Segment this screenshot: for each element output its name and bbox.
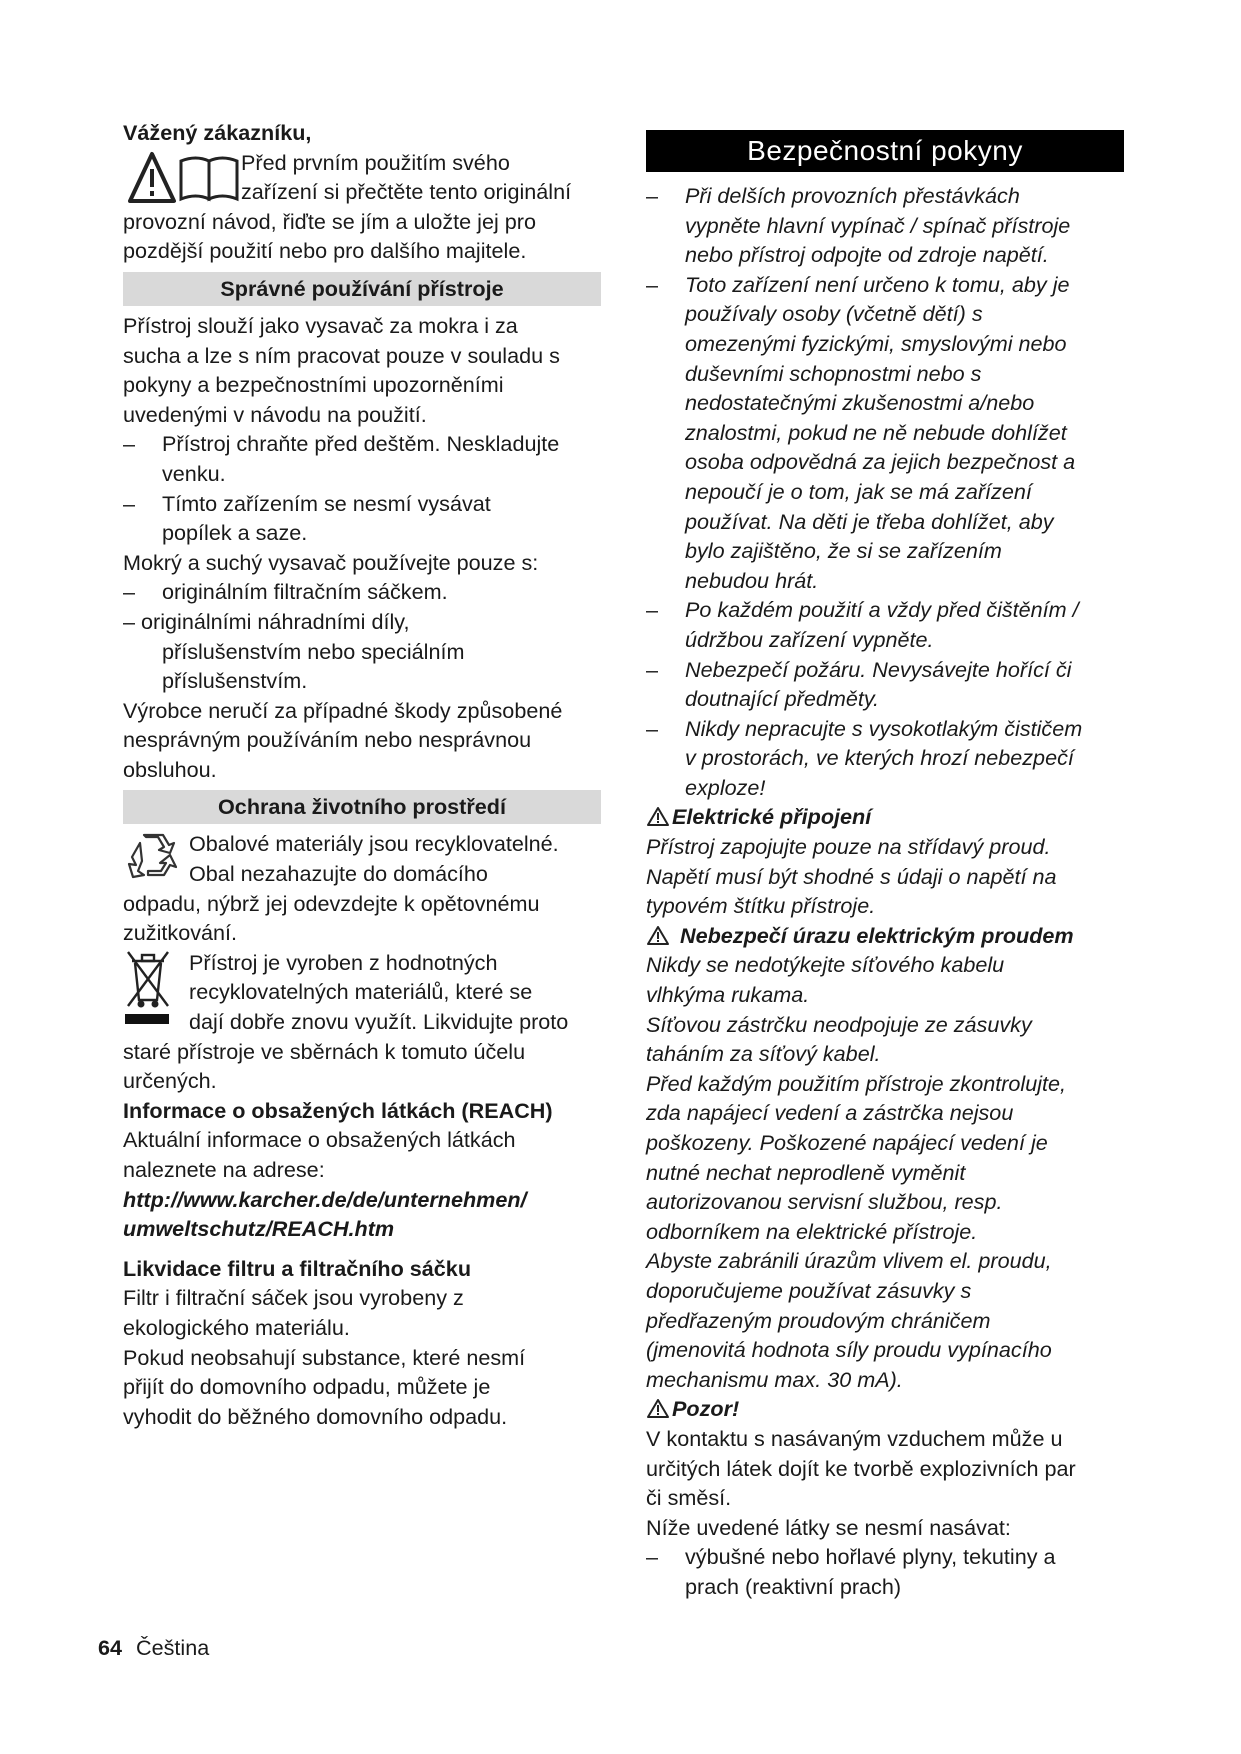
dash: –: [646, 715, 659, 741]
warning-icon: [646, 806, 670, 827]
list-item-text: nebudou hrát.: [685, 567, 819, 593]
shock-line-1: Nikdy se nedotýkejte síťového kabelu: [646, 952, 1005, 978]
caution-line-3: či směsí.: [646, 1485, 732, 1511]
list-item-text: údržbou zařízení vypněte.: [685, 626, 934, 652]
warning-icon: [646, 925, 670, 946]
list-item-text: v prostorách, ve kterých hrozí nebezpečí: [685, 745, 1074, 771]
list-item-text: znalostmi, pokud ne ně nebude dohlížet: [685, 419, 1067, 445]
language-label: Čeština: [136, 1635, 210, 1660]
usage-bullet-2-line-2: příslušenstvím nebo speciálním: [162, 638, 465, 664]
list-item-text: výbušné nebo hořlavé plyny, tekutiny a: [685, 1544, 1056, 1570]
shock-line-5: Před každým použitím přístroje zkontrolujte,: [646, 1070, 1067, 1096]
proper-use-line-1: Přístroj slouží jako vysavač za mokra i za: [123, 312, 518, 338]
recycle-line-1: Obalové materiály jsou recyklovatelné.: [189, 831, 559, 857]
filter-line-2: ekologického materiálu.: [123, 1314, 350, 1340]
intro-line-3: provozní návod, řiďte se jím a uložte jej pro: [123, 208, 536, 234]
shock-line-11: Abyste zabránili úrazům vlivem el. proudu,: [646, 1248, 1052, 1274]
dash: –: [646, 597, 659, 623]
filter-heading: Likvidace filtru a filtračního sáčku: [123, 1255, 472, 1281]
dash: –: [123, 579, 136, 605]
electric-heading: [646, 802, 1124, 832]
page-number: 64: [98, 1635, 123, 1660]
list-item: [646, 595, 1124, 654]
weee-line-4: staré přístroje ve sběrnách k tomuto účelu: [123, 1038, 526, 1064]
section-heading-safety: Bezpečnostní pokyny: [646, 130, 1124, 172]
list-item-text: exploze!: [685, 774, 766, 800]
list-item: [123, 489, 601, 548]
proper-use-line-2: sucha a lze s ním pracovat pouze v souladu s: [123, 342, 560, 368]
recycle-line-4: zužitkování.: [123, 920, 238, 946]
list-item-text: Při delších provozních přestávkách: [685, 183, 1020, 208]
weee-line-5: určených.: [123, 1068, 217, 1094]
dash: –: [646, 656, 659, 682]
shock-line-7: poškozeny. Poškozené napájecí vedení je: [646, 1130, 1048, 1155]
list-item-text: omezenými fyzickými, smyslovými nebo: [685, 330, 1067, 356]
intro-line-1: Před prvním použitím svého: [241, 149, 510, 175]
list-item-text: venku.: [162, 460, 226, 486]
liability-line-3: obsluhou.: [123, 756, 217, 782]
dash: –: [646, 183, 659, 208]
intro-block: [123, 148, 601, 266]
reach-url-line-1: http://www.karcher.de/de/unternehmen/: [123, 1186, 527, 1212]
section-heading-proper-use: Správné používání přístroje: [123, 272, 601, 306]
list-item: [646, 270, 1124, 596]
electric-heading-text: Elektrické připojení: [672, 804, 872, 830]
list-item: [646, 1542, 1124, 1601]
recycle-line-3: odpadu, nýbrž jej odevzdejte k opětovnému: [123, 890, 540, 916]
list-item-text: nebo přístroj odpojte od zdroje napětí.: [685, 242, 1049, 268]
list-item-text: osoba odpovědná za jejich bezpečnost a: [685, 449, 1076, 475]
shock-line-8: nutné nechat neprodleně vyměnit: [646, 1159, 966, 1185]
dash: –: [646, 1544, 659, 1570]
list-item-text: originálním filtračním sáčkem.: [162, 579, 448, 605]
dash: –: [646, 271, 659, 297]
list-item-text: nedostatečnými zkušenostmi a/nebo: [685, 390, 1035, 416]
shock-line-10: odborníkem na elektrické přístroje.: [646, 1218, 978, 1244]
list-item-text: popílek a saze.: [162, 520, 308, 546]
caution-heading-text: Pozor!: [672, 1396, 740, 1422]
section-heading-environment: Ochrana životního prostředí: [123, 790, 601, 824]
proper-use-line-4: uvedenými v návodu na použití.: [123, 401, 427, 427]
weee-line-3: dají dobře znovu využít. Likvidujte proto: [189, 1009, 569, 1035]
list-item-text: duševními schopnostmi nebo s: [685, 360, 982, 386]
page-footer: [98, 1635, 209, 1661]
reach-line-2: naleznete na adrese:: [123, 1157, 325, 1182]
right-column: [646, 130, 1124, 1602]
reach-line-1: Aktuální informace o obsažených látkách: [123, 1127, 516, 1153]
proper-use-line-3: pokyny a bezpečnostními upozorněními: [123, 372, 504, 398]
shock-line-6: zda napájecí vedení a zástrčka nejsou: [646, 1100, 1014, 1126]
filter-line-3: Pokud neobsahují substance, které nesmí: [123, 1344, 526, 1370]
list-item-text: používaly osoby (včetně dětí) s: [685, 301, 983, 327]
list-item-text: doutnající předměty.: [685, 686, 880, 712]
caution-heading: [646, 1394, 1124, 1424]
recycle-line-2: Obal nezahazujte do domácího: [189, 861, 488, 887]
list-item: [123, 429, 601, 488]
warning-manual-icon: [127, 151, 242, 207]
list-item-text: Nikdy nepracujte s vysokotlakým čističem: [685, 715, 1083, 741]
reach-url-line-2: umweltschutz/REACH.htm: [123, 1216, 395, 1242]
caution-line-4: Níže uvedené látky se nesmí nasávat:: [646, 1514, 1011, 1540]
list-item-text: Toto zařízení není určeno k tomu, aby je: [685, 271, 1070, 297]
filter-line-4: přijít do domovního odpadu, můžete je: [123, 1374, 491, 1400]
list-item: [646, 714, 1124, 803]
usage-bullet-2-line-3: příslušenstvím.: [162, 668, 308, 694]
liability-line-1: Výrobce neručí za případné škody způsobené: [123, 697, 563, 723]
shock-line-14: (jmenovitá hodnota síly proudu vypínacího: [646, 1337, 1052, 1363]
greeting: Vážený zákazníku,: [123, 120, 312, 145]
list-item: [123, 577, 601, 607]
shock-line-9: autorizovanou servisní službou, resp.: [646, 1189, 1003, 1215]
usage-bullet-2-line-1: – originálními náhradními díly,: [123, 608, 410, 634]
list-item-text: bylo zajištěno, že si se zařízením: [685, 538, 1002, 564]
liability-line-2: nesprávným používáním nebo nesprávnou: [123, 727, 532, 753]
electric-line-1: Přístroj zapojujte pouze na střídavý proud.: [646, 834, 1051, 860]
list-item: [646, 181, 1124, 270]
list-item-text: Přístroj chraňte před deštěm. Neskladujte: [162, 431, 560, 457]
shock-line-4: taháním za síťový kabel.: [646, 1041, 881, 1067]
reach-heading: Informace o obsažených látkách (REACH): [123, 1097, 553, 1123]
caution-line-1: V kontaktu s nasávaným vzduchem může u: [646, 1425, 1063, 1451]
list-item: [646, 655, 1124, 714]
usage-intro: Mokrý a suchý vysavač používejte pouze s:: [123, 549, 539, 575]
shock-line-12: doporučujeme používat zásuvky s: [646, 1277, 972, 1303]
filter-line-5: vyhodit do běžného domovního odpadu.: [123, 1403, 508, 1429]
caution-line-2: určitých látek dojít ke tvorbě explozivních par: [646, 1455, 1076, 1481]
dash: –: [123, 431, 136, 457]
weee-block: [123, 948, 601, 1096]
crossed-bin-icon: [123, 948, 173, 1032]
list-item-text: Tímto zařízením se nesmí vysávat: [162, 490, 491, 516]
filter-line-1: Filtr i filtrační sáček jsou vyrobeny z: [123, 1285, 464, 1311]
left-column: [123, 118, 601, 1431]
electric-line-2: Napětí musí být shodné s údaji o napětí na: [646, 863, 1057, 889]
intro-line-2: zařízení si přečtěte tento originální: [241, 179, 572, 205]
shock-heading: [646, 921, 1124, 951]
shock-line-3: Síťovou zástrčku neodpojuje ze zásuvky: [646, 1011, 1032, 1037]
intro-line-4: pozdější použití nebo pro dalšího majitele.: [123, 238, 527, 264]
warning-icon: [646, 1398, 670, 1419]
shock-heading-text: Nebezpečí úrazu elektrickým proudem: [680, 922, 1074, 948]
shock-line-2: vlhkýma rukama.: [646, 982, 810, 1008]
list-item-text: vypněte hlavní vypínač / spínač přístroje: [685, 212, 1071, 238]
list-item-text: Nebezpečí požáru. Nevysávejte hořící či: [685, 656, 1072, 682]
list-item-text: Po každém použití a vždy před čištěním /: [685, 597, 1079, 623]
dash: –: [123, 490, 136, 516]
list-item-text: nepoučí je o tom, jak se má zařízení: [685, 478, 1032, 504]
list-item-text: prach (reaktivní prach): [685, 1573, 902, 1599]
shock-line-15: mechanismu max. 30 mA).: [646, 1366, 903, 1392]
weee-line-1: Přístroj je vyroben z hodnotných: [189, 949, 498, 975]
shock-line-13: předřazeným proudovým chráničem: [646, 1307, 991, 1333]
electric-line-3: typovém štítku přístroje.: [646, 893, 876, 919]
recycle-block: [123, 829, 601, 947]
weee-line-2: recyklovatelných materiálů, které se: [189, 979, 533, 1005]
recycle-icon: [124, 831, 180, 883]
list-item-text: používat. Na děti je třeba dohlížet, aby: [685, 508, 1054, 534]
